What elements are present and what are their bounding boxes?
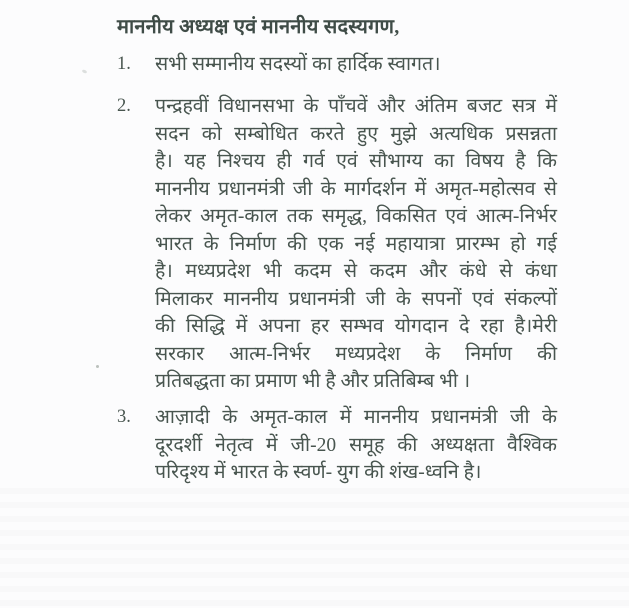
text-line: है। यह निश्चय ही गर्व एवं सौभाग्य का विषय है कि: [155, 151, 557, 172]
text-line: भारत के निर्माण की एक नई महायात्रा प्रारम्भ हो गई: [155, 233, 557, 255]
text-line: दूरदर्शी नेतृत्व में जी-20 समूह की अध्यक्षता वैश्विक: [155, 434, 557, 456]
salutation-heading: माननीय अध्यक्ष एवं माननीय सदस्यगण,: [117, 16, 400, 38]
text-line: सरकार आत्म-निर्भर मध्यप्रदेश के निर्माण की: [155, 343, 557, 365]
text-line: मिलाकर माननीय प्रधानमंत्री जी के सपनों एवं संकल्पों: [155, 288, 557, 310]
scan-speck: [96, 365, 99, 368]
item-number: 2.: [117, 96, 131, 116]
paragraph-lines: [155, 404, 557, 487]
text-line: परिदृश्य में भारत के स्वर्ण- युग की शंख-ध्वनि है।: [155, 462, 482, 483]
numbered-paragraph-2: [117, 93, 558, 396]
paragraph-lines: [155, 93, 557, 396]
text-line: सभी सम्मानीय सदस्यों का हार्दिक स्वागत।: [155, 54, 441, 75]
item-number: 1.: [117, 54, 131, 74]
text-line: आज़ादी के अमृत-काल में माननीय प्रधानमंत्री जी के: [155, 407, 557, 428]
scan-speck: [82, 69, 88, 74]
text-line: पन्द्रहवीं विधानसभा के पाँचवें और अंतिम बजट सत्र में: [155, 96, 557, 117]
text-line: प्रतिबद्धता का प्रमाण भी है और प्रतिबिम्ब भी ।: [155, 371, 471, 392]
text-line: लेकर अमृत-काल तक समृद्ध, विकसित एवं आत्म-निर्भर: [155, 206, 557, 227]
item-number: 3.: [117, 407, 131, 427]
scan-artifact-band: [0, 488, 629, 608]
numbered-paragraph-3: [117, 404, 558, 487]
text-line: माननीय प्रधानमंत्री जी के मार्गदर्शन में अमृत-महोत्सव से: [155, 178, 557, 200]
numbered-paragraph-1: [117, 51, 558, 79]
text-line: की सिद्धि में अपना हर सम्भव योगदान दे रहा है।मेरी: [155, 316, 557, 337]
paragraph-lines: [155, 51, 557, 79]
text-line: है। मध्यप्रदेश भी कदम से कदम और कंधे से कंधा: [155, 261, 557, 282]
text-line: सदन को सम्बोधित करते हुए मुझे अत्यधिक प्रसन्नता: [155, 123, 557, 145]
